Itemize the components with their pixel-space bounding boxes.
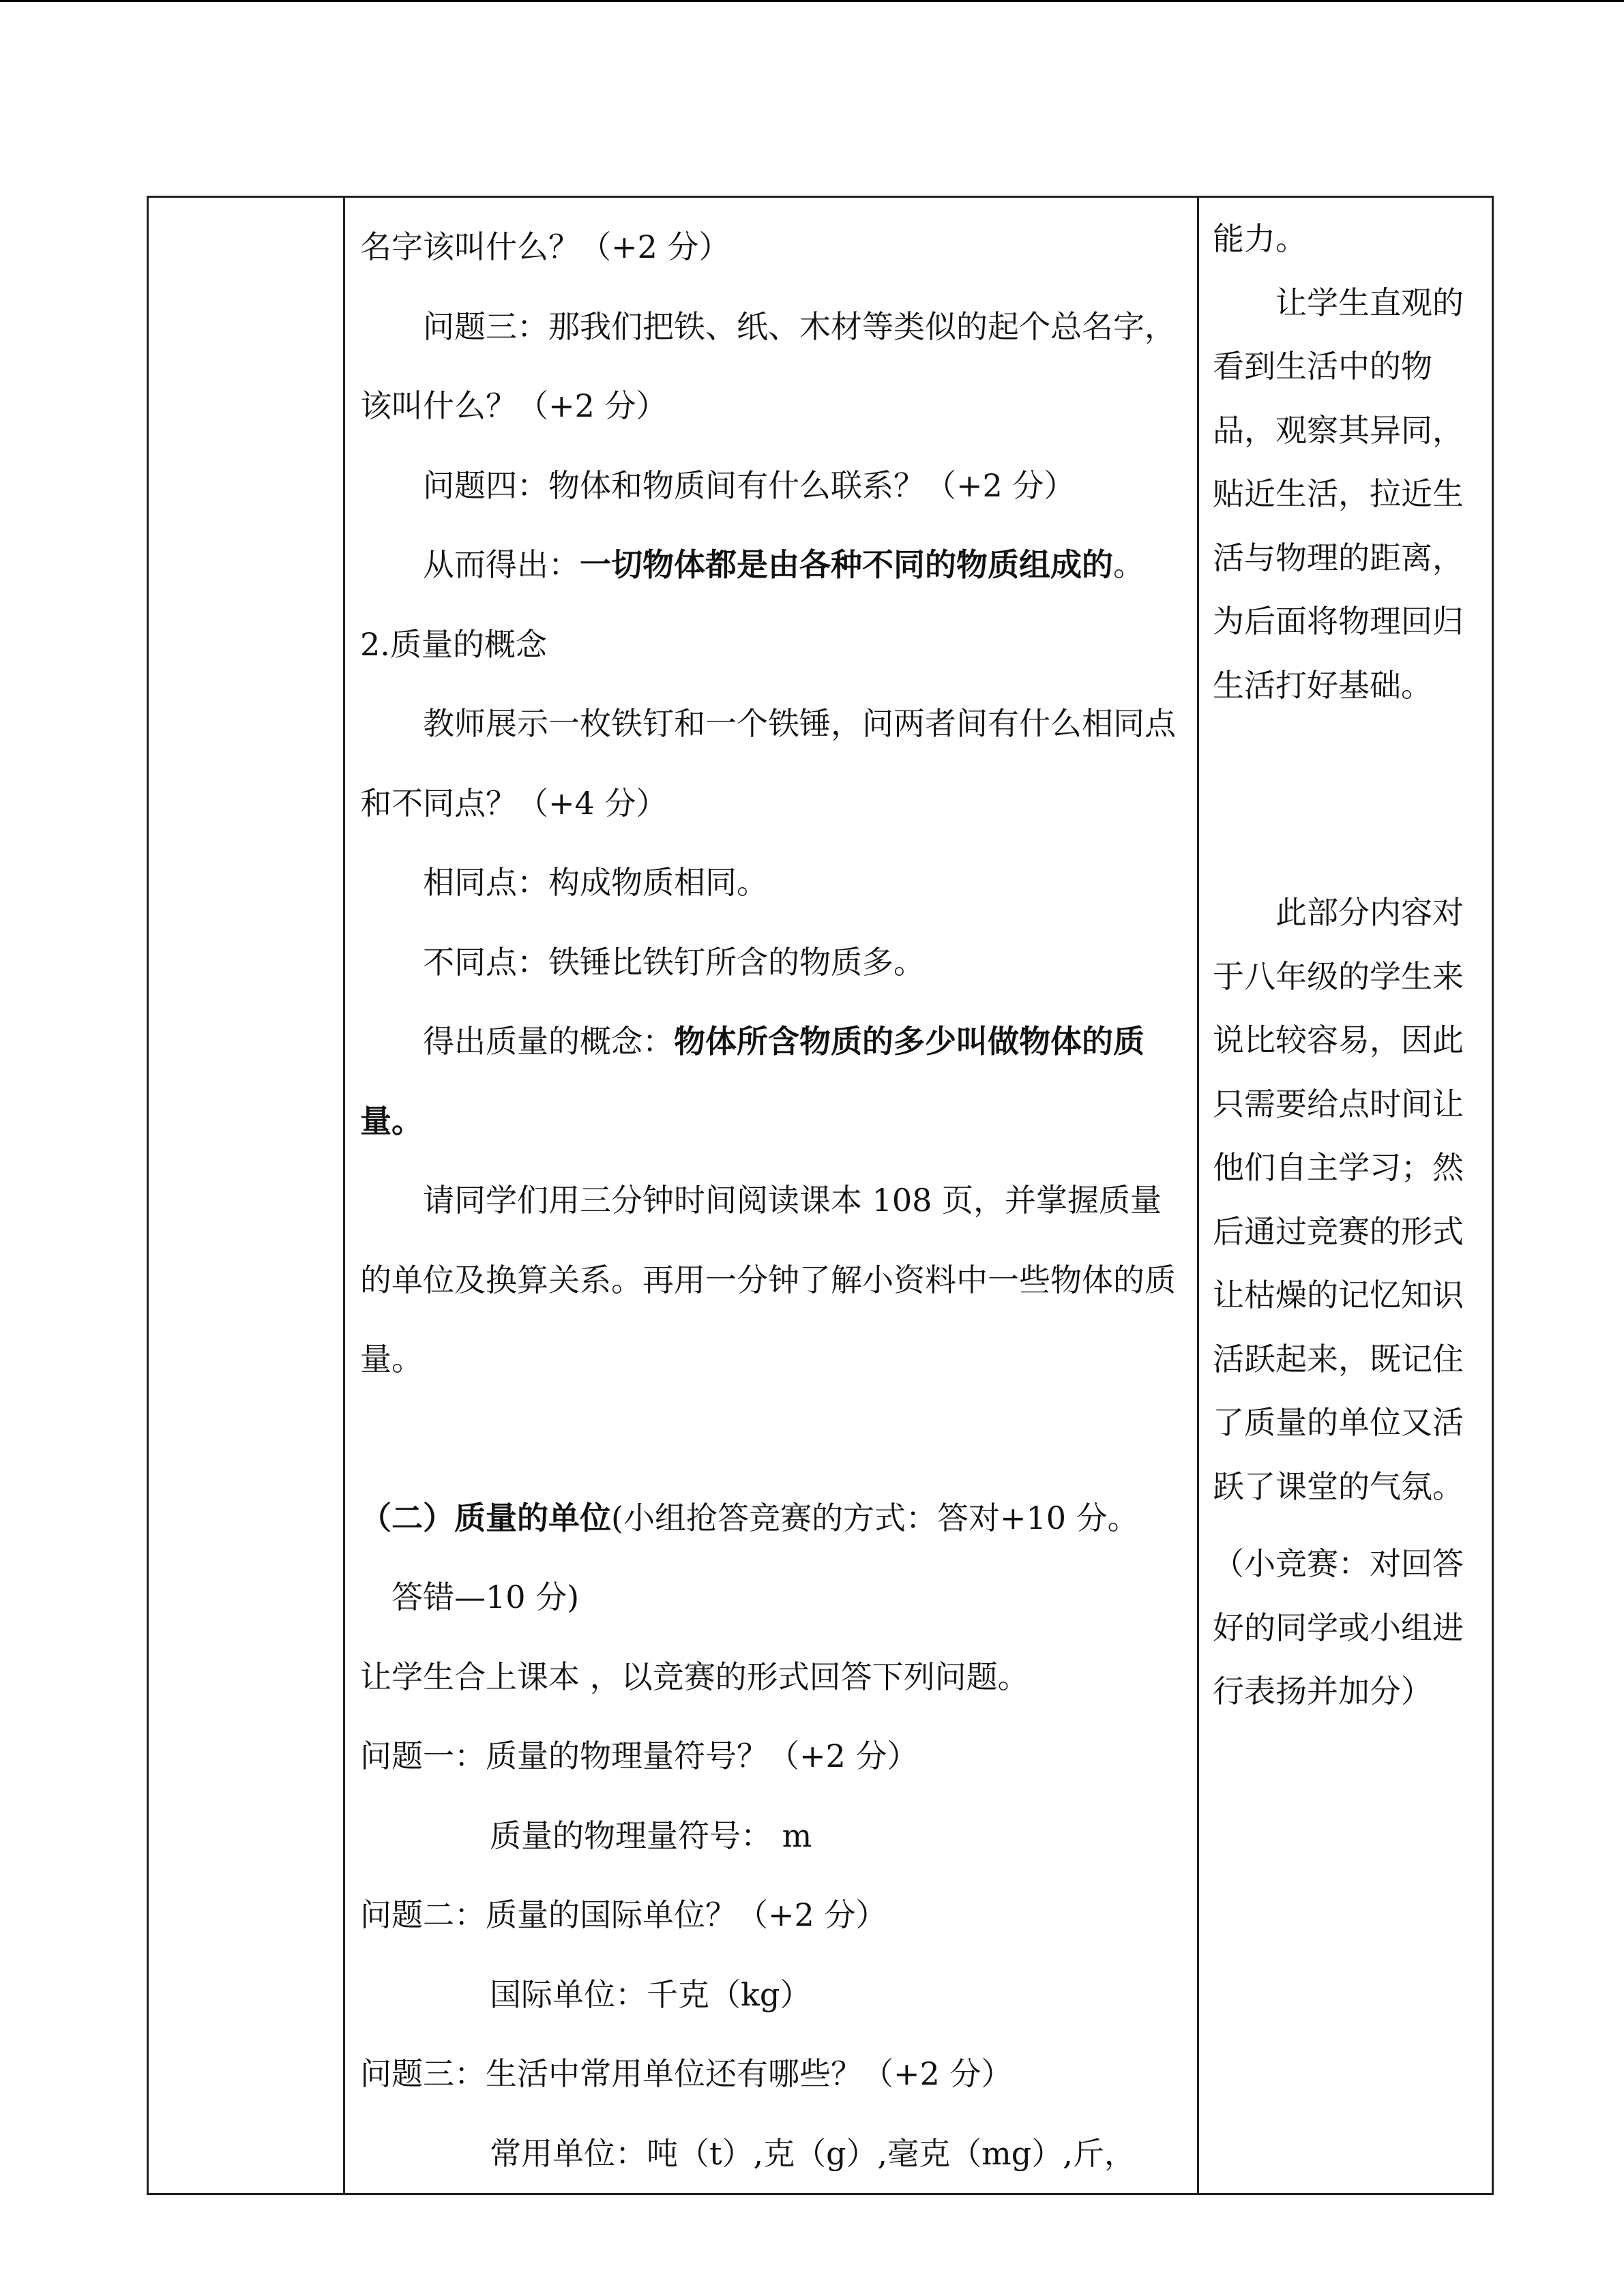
- question-three: 问题三：那我们把铁、纸、木材等类似的起个总名字，该叫什么？（+2 分）: [360, 308, 1176, 424]
- units-answer-three: 常用单位：吨（t）,克（g）,毫克（mg）,斤，: [490, 2134, 1136, 2172]
- label-column-cell: [148, 197, 344, 2194]
- content-line: 名字该叫什么？（+2 分）: [360, 228, 730, 265]
- question-four: 问题四：物体和物质间有什么联系？（+2 分）: [423, 466, 1076, 504]
- units-question-one: 问题一：质量的物理量符号？（+2 分）: [360, 1738, 919, 1774]
- demo-question: 教师展示一枚铁钉和一个铁锤，问两者间有什么相同点和不同点？（+4 分）: [360, 705, 1176, 822]
- lesson-plan-table: [147, 196, 1494, 2195]
- units-heading-continued: 答错—10 分): [392, 1579, 580, 1615]
- intent-line: 能力。: [1213, 220, 1307, 257]
- instruction-line: 让学生合上课本 ，以竞赛的形式回答下列问题。: [360, 1658, 1029, 1695]
- intent-competition: （小竞赛：对回答好的同学或小组进行表扬并加分）: [1213, 1545, 1464, 1710]
- units-answer-two: 国际单位：千克（kg）: [490, 1976, 812, 2013]
- spacer: [1213, 717, 1478, 881]
- section-heading: 2.质量的概念: [360, 625, 547, 663]
- content-column-cell: [344, 197, 1198, 2194]
- units-answer-one: 质量的物理量符号： m: [490, 1817, 812, 1854]
- conclusion-line: 从而得出：一切物体都是由各种不同的物质组成的。: [423, 546, 1145, 583]
- similarity-line: 相同点：构成物质相同。: [423, 864, 768, 901]
- design-intent: [1199, 198, 1492, 1724]
- difference-line: 不同点：铁锤比铁钉所含的物质多。: [423, 943, 925, 981]
- mass-definition: 得出质量的概念：物体所含物质的多少叫做物体的质量。: [360, 1023, 1145, 1139]
- table-row: [148, 197, 1493, 2194]
- conclusion-bold: 一切物体都是由各种不同的物质组成的: [580, 546, 1113, 583]
- design-intent-column-cell: [1198, 197, 1493, 2194]
- teaching-content: [345, 198, 1197, 2193]
- intent-self-study: 此部分内容对于八年级的学生来说比较容易，因此只需要给点时间让他们自主学习；然后通过竞赛的形式让枯燥的记忆知识活跃起来，既记住了质量的单位又活跃了课堂的气氛。: [1213, 894, 1464, 1505]
- spacer: [360, 1399, 1182, 1478]
- units-heading: （二）质量的单位(小组抢答竞赛的方式：答对+10 分。: [360, 1499, 1139, 1536]
- spacer: [1213, 1519, 1478, 1532]
- mass-definition-bold: 物体所含物质的多少叫做物体的质量。: [360, 1023, 1145, 1139]
- units-question-two: 问题二：质量的国际单位？（+2 分）: [360, 1896, 887, 1933]
- page-top-border: [0, 0, 1624, 2]
- units-question-three: 问题三：生活中常用单位还有哪些？（+2 分）: [360, 2055, 1013, 2092]
- intent-observation: 让学生直观的看到生活中的物品，观察其异同，贴近生活，拉近生活与物理的距离，为后面将物理回归生活打好基础。: [1213, 284, 1464, 704]
- units-heading-bold: （二）质量的单位: [360, 1499, 611, 1536]
- reading-task: 请同学们用三分钟时间阅读课本 108 页，并掌握质量的单位及换算关系。再用一分钟了解小资料中一些物体的质量。: [360, 1182, 1176, 1377]
